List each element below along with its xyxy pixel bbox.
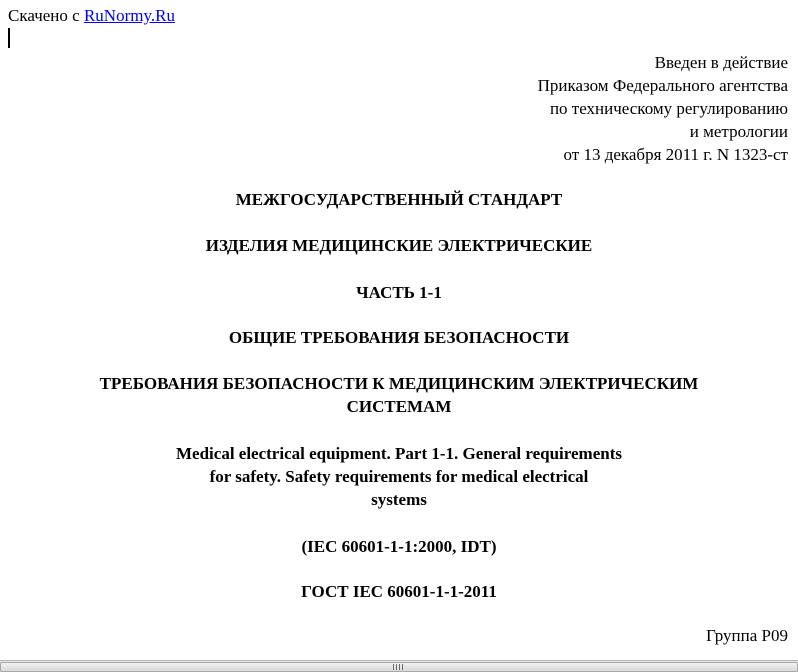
approval-line: по техническому регулированию — [549, 99, 788, 118]
text-cursor — [8, 28, 10, 48]
source-link[interactable]: RuNormy.Ru — [83, 6, 175, 25]
approval-line: и метрологии — [689, 122, 788, 141]
part-heading: ЧАСТЬ 1-1 — [356, 283, 442, 302]
source-prefix: Скачено с — [8, 6, 84, 25]
document-title: ИЗДЕЛИЯ МЕДИЦИНСКИЕ ЭЛЕКТРИЧЕСКИЕ — [205, 236, 593, 255]
approval-block — [538, 51, 788, 166]
group-code: Группа Р09 — [706, 626, 788, 645]
iec-reference: (IEC 60601-1-1:2000, IDT) — [301, 537, 497, 556]
subtitle2-line: ТРЕБОВАНИЯ БЕЗОПАСНОСТИ К МЕДИЦИНСКИМ ЭЛЕКТРИЧЕСКИМ — [99, 374, 699, 393]
english-title-line: systems — [371, 490, 427, 509]
approval-line: от 13 декабря 2011 г. N 1323-ст — [563, 145, 788, 164]
english-title-line: Medical electrical equipment. Part 1-1. General requirements — [176, 444, 622, 463]
subtitle2-line: СИСТЕМАМ — [346, 397, 452, 416]
gost-identifier: ГОСТ IEC 60601-1-1-2011 — [301, 582, 497, 601]
scrollbar-thumb[interactable] — [0, 662, 798, 672]
approval-line: Приказом Федерального агентства — [537, 76, 788, 95]
horizontal-scrollbar[interactable] — [0, 660, 798, 672]
subtitle-heading: ОБЩИЕ ТРЕБОВАНИЯ БЕЗОПАСНОСТИ — [228, 328, 570, 347]
subtitle2-heading — [0, 372, 798, 418]
source-line — [8, 6, 175, 26]
grip-icon — [393, 664, 405, 670]
english-title — [0, 442, 798, 511]
english-title-line: for safety. Safety requirements for medical electrical — [209, 467, 589, 486]
approval-line: Введен в действие — [654, 53, 788, 72]
standard-type-heading: МЕЖГОСУДАРСТВЕННЫЙ СТАНДАРТ — [235, 190, 563, 209]
